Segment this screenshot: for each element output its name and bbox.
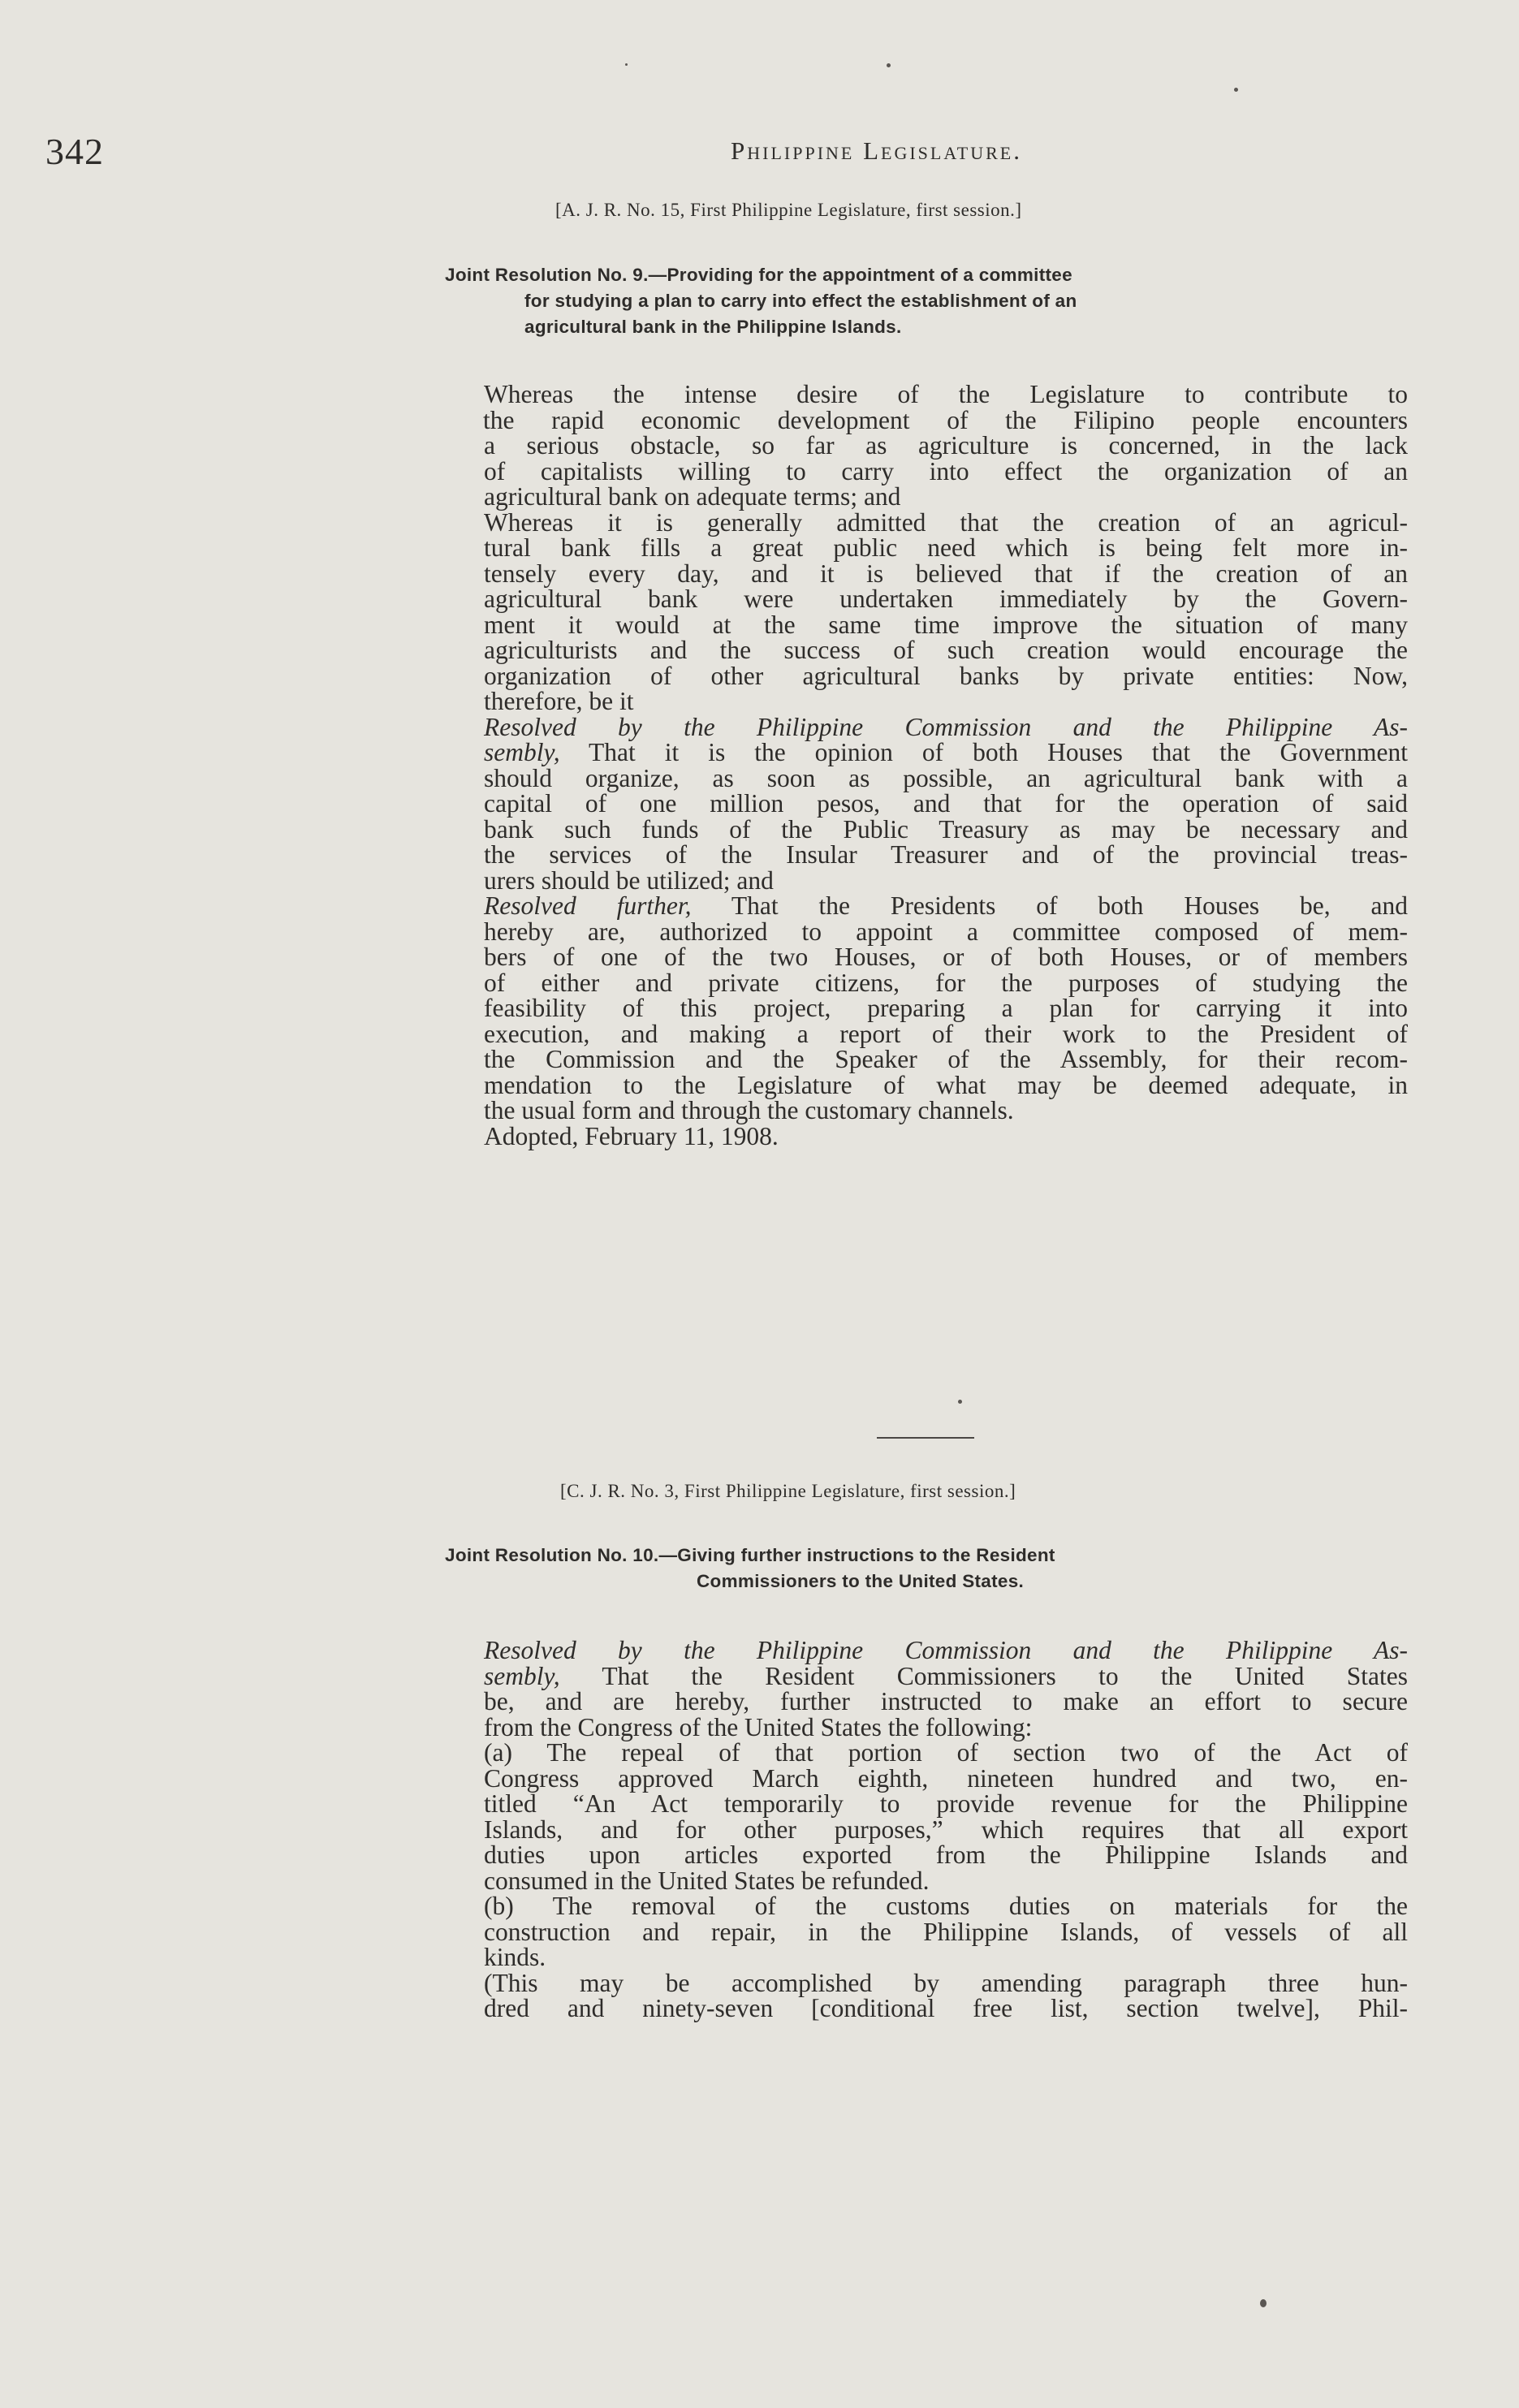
text-run: That the Presidents of both Houses be, and	[691, 891, 1408, 920]
source-note-1: [A. J. R. No. 15, First Philippine Legislature, first session.]	[555, 200, 1022, 220]
text-line: (b) The removal of the customs duties on materials for the	[484, 1892, 1408, 1920]
text-line: Adopted, February 11, 1908.	[484, 1121, 779, 1150]
text-line: execution, and making a report of their work to the President of	[484, 1019, 1408, 1048]
text-line: the Commission and the Speaker of the Assembly, for their recom-	[484, 1045, 1408, 1073]
text-line: urers should be utilized; and	[484, 865, 774, 895]
text-line: Congress approved March eighth, nineteen hundred and two, en-	[484, 1763, 1408, 1793]
resolution-body-9	[484, 382, 1408, 1149]
resolution-title-9	[445, 262, 1077, 340]
source-note-2: [C. J. R. No. 3, First Philippine Legislature, first session.]	[560, 1481, 1016, 1501]
text-run: That the Resident Commissioners to the United States	[559, 1661, 1408, 1690]
text-line: hereby are, authorized to appoint a committee composed of mem-	[484, 917, 1408, 946]
text-line: ment it would at the same time improve the situation of many	[484, 610, 1408, 639]
text-line	[484, 893, 1408, 919]
paragraph	[484, 1893, 1408, 1970]
text-line: a serious obstacle, so far as agriculture is concerned, in the lack	[484, 431, 1408, 460]
paragraph	[484, 714, 1408, 894]
text-line: agricultural bank on adequate terms; and	[484, 482, 901, 511]
text-line: should organize, as soon as possible, an agricultural bank with a	[484, 763, 1408, 792]
text-line: kinds.	[484, 1943, 546, 1971]
title-line: Commissioners to the United States.	[697, 1571, 1025, 1591]
adopted-date	[484, 1121, 1408, 1150]
text-line: of capitalists willing to carry into effect the organization of an	[484, 456, 1408, 485]
text-line: bank such funds of the Public Treasury as may be necessary and	[484, 814, 1408, 844]
text-line	[484, 1638, 1408, 1664]
text-line: construction and repair, in the Philippine Islands, of vessels of all	[484, 1917, 1408, 1946]
text-line	[484, 1661, 1408, 1690]
text-line: organization of other agricultural banks by private entities: Now,	[484, 661, 1408, 690]
text-line: from the Congress of the United States the following:	[484, 1712, 1033, 1741]
italic-lead: sembly,	[484, 738, 560, 766]
title-line: agricultural bank in the Philippine Islands.	[524, 317, 902, 337]
paragraph	[484, 507, 1408, 715]
paragraph	[484, 1638, 1408, 1740]
text-line	[484, 740, 1408, 766]
italic-lead: Resolved further,	[484, 891, 692, 920]
text-line: the services of the Insular Treasurer and of the provincial treas-	[484, 840, 1408, 869]
text-line: bers of one of the two Houses, or of both Houses, or of members	[484, 943, 1408, 971]
scan-speck	[958, 1400, 962, 1404]
text-line: the rapid economic development of the Filipino people encounters	[483, 405, 1408, 434]
text-line: mendation to the Legislature of what may be deemed adequate, in	[484, 1070, 1408, 1099]
italic-lead: Resolved by the Philippine Commission and the Philippine As-	[484, 712, 1408, 741]
text-line: Whereas the intense desire of the Legislature to contribute to	[484, 380, 1408, 408]
text-line: duties upon articles exported from the Philippine Islands and	[484, 1841, 1408, 1869]
text-line: Whereas it is generally admitted that the creation of an agricul-	[484, 507, 1408, 537]
scan-speck	[625, 63, 628, 66]
scan-speck	[1260, 2299, 1267, 2307]
text-line: (a) The repeal of that portion of section two of the Act of	[484, 1738, 1408, 1767]
scan-speck	[1234, 88, 1238, 92]
italic-lead: Resolved by the Philippine Commission and the Philippine As-	[484, 1636, 1408, 1664]
paragraph	[484, 382, 1408, 510]
page-number: 342	[45, 131, 104, 172]
resolution-title-10	[445, 1543, 1055, 1595]
text-line: (This may be accomplished by amending paragraph three hun-	[484, 1968, 1408, 1997]
paragraph	[484, 1740, 1408, 1893]
text-line: Islands, and for other purposes,” which requires that all export	[484, 1815, 1408, 1844]
text-line: capital of one million pesos, and that for the operation of said	[484, 789, 1408, 818]
text-line: dred and ninety-seven [conditional free list, section twelve], Phil-	[484, 1994, 1408, 2022]
text-line: titled “An Act temporarily to provide revenue for the Philippine	[484, 1789, 1408, 1818]
text-line: feasibility of this project, preparing a plan for carrying it into	[484, 994, 1408, 1022]
title-line: for studying a plan to carry into effect the establishment of an	[524, 291, 1077, 311]
text-line: therefore, be it	[484, 687, 634, 715]
paragraph	[484, 893, 1408, 1124]
paragraph	[484, 1970, 1408, 2022]
text-line: agricultural bank were undertaken immediately by the Govern-	[484, 585, 1408, 613]
text-run: That it is the opinion of both Houses that the Government	[559, 738, 1408, 766]
running-head: Philippine Legislature.	[731, 136, 1022, 165]
text-line: the usual form and through the customary channels.	[484, 1096, 1014, 1124]
text-line: tensely every day, and it is believed that if the creation of an	[484, 559, 1408, 588]
resolution-body-10	[484, 1638, 1408, 2022]
text-line: be, and are hereby, further instructed to make an effort to secure	[484, 1687, 1408, 1715]
text-line	[484, 714, 1408, 740]
text-line: of either and private citizens, for the purposes of studying the	[484, 968, 1408, 997]
scan-speck	[887, 63, 891, 67]
section-divider	[877, 1437, 974, 1439]
title-line: Joint Resolution No. 9.—Providing for the appointment of a committee	[445, 265, 1072, 285]
text-line: consumed in the United States be refunded.	[484, 1866, 930, 1895]
text-line: agriculturists and the success of such creation would encourage the	[484, 636, 1408, 664]
italic-lead: sembly,	[484, 1661, 560, 1690]
text-line: tural bank fills a great public need which is being felt more in-	[484, 533, 1408, 562]
title-line: Joint Resolution No. 10.—Giving further instructions to the Resident	[445, 1545, 1055, 1565]
